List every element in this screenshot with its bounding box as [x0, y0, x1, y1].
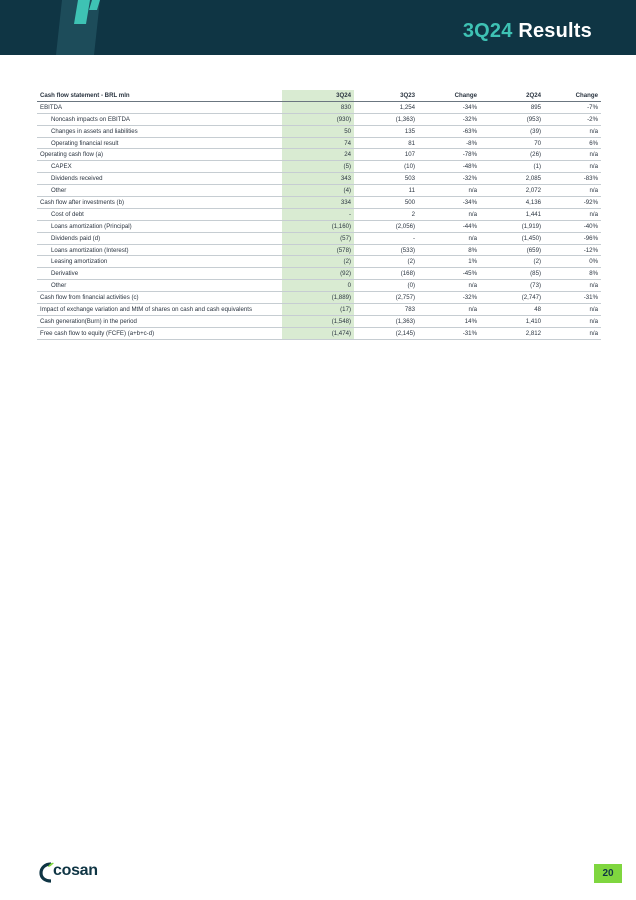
table-cell: (578)	[282, 244, 354, 256]
table-cell: n/a	[544, 304, 601, 316]
table-row	[37, 232, 601, 244]
table-cell: -92%	[544, 197, 601, 209]
table-cell: (533)	[354, 244, 418, 256]
table-cell: 503	[354, 173, 418, 185]
table-cell: 2	[354, 208, 418, 220]
table-row	[37, 268, 601, 280]
row-label: Free cash flow to equity (FCFE) (a+b+c-d)	[37, 327, 282, 339]
table-cell: (2,145)	[354, 327, 418, 339]
table-row	[37, 125, 601, 137]
table-cell: -12%	[544, 244, 601, 256]
table-row	[37, 315, 601, 327]
column-header: Cash flow statement - BRL mln	[37, 90, 282, 101]
table-cell: 8%	[544, 268, 601, 280]
table-cell: (953)	[480, 113, 544, 125]
table-cell: -31%	[418, 327, 480, 339]
row-label: Leasing amortization	[37, 256, 282, 268]
table-cell: (5)	[282, 161, 354, 173]
column-header: Change	[418, 90, 480, 101]
table-cell: (659)	[480, 244, 544, 256]
table-cell: (85)	[480, 268, 544, 280]
table-cell: (930)	[282, 113, 354, 125]
table-cell: (92)	[282, 268, 354, 280]
table-cell: -44%	[418, 220, 480, 232]
report-period: 3Q24	[462, 20, 513, 42]
row-label: Dividends paid (d)	[37, 232, 282, 244]
table-cell: 14%	[418, 315, 480, 327]
table-row	[37, 292, 601, 304]
table-cell: 70	[480, 137, 544, 149]
table-cell: 107	[354, 149, 418, 161]
table-cell: 1,410	[480, 315, 544, 327]
table-cell: -78%	[418, 149, 480, 161]
header-bar	[0, 0, 636, 55]
table-cell: -2%	[544, 113, 601, 125]
table-cell: n/a	[544, 149, 601, 161]
column-header: Change	[544, 90, 601, 101]
table-cell: (1,363)	[354, 113, 418, 125]
report-title-word: Results	[518, 20, 592, 42]
table-cell: 48	[480, 304, 544, 316]
table-cell: (1,160)	[282, 220, 354, 232]
table-cell: 830	[282, 101, 354, 113]
table-cell: (1,450)	[480, 232, 544, 244]
table-cell: (2)	[354, 256, 418, 268]
table-cell: (1,919)	[480, 220, 544, 232]
table-row	[37, 304, 601, 316]
table-cell: (4)	[282, 185, 354, 197]
report-title	[463, 20, 592, 43]
table-cell: 6%	[544, 137, 601, 149]
row-label: Derivative	[37, 268, 282, 280]
table-cell: (2,056)	[354, 220, 418, 232]
table-cell: (1,474)	[282, 327, 354, 339]
table-cell: n/a	[418, 208, 480, 220]
table-cell: (73)	[480, 280, 544, 292]
table-row	[37, 197, 601, 209]
row-label: Other	[37, 185, 282, 197]
row-label: Dividends received	[37, 173, 282, 185]
table-cell: n/a	[418, 280, 480, 292]
table-cell: (2,747)	[480, 292, 544, 304]
table-cell: 895	[480, 101, 544, 113]
table-cell: 2,812	[480, 327, 544, 339]
table-cell: 11	[354, 185, 418, 197]
table-cell: 81	[354, 137, 418, 149]
table-cell: (2,757)	[354, 292, 418, 304]
table-cell: 1,254	[354, 101, 418, 113]
table-cell: -7%	[544, 101, 601, 113]
table-cell: (57)	[282, 232, 354, 244]
table-row	[37, 173, 601, 185]
table-row	[37, 327, 601, 339]
row-label: Changes in assets and liabilities	[37, 125, 282, 137]
table-cell: (1,363)	[354, 315, 418, 327]
row-label: Cash generation(Burn) in the period	[37, 315, 282, 327]
table-row	[37, 208, 601, 220]
column-header: 3Q24	[282, 90, 354, 101]
table-row	[37, 256, 601, 268]
table-cell: 334	[282, 197, 354, 209]
table-cell: -34%	[418, 197, 480, 209]
table-cell: 500	[354, 197, 418, 209]
table-cell: 2,085	[480, 173, 544, 185]
table-cell: 4,136	[480, 197, 544, 209]
table-cell: n/a	[418, 304, 480, 316]
table-cell: n/a	[544, 125, 601, 137]
row-label: Operating cash flow (a)	[37, 149, 282, 161]
cash-flow-table	[37, 90, 601, 340]
row-label: Loans amortization (Interest)	[37, 244, 282, 256]
table-cell: n/a	[418, 232, 480, 244]
table-cell: -	[282, 208, 354, 220]
table-cell: 1,441	[480, 208, 544, 220]
table-cell: -32%	[418, 113, 480, 125]
logo-text: cosan	[53, 862, 98, 879]
table-cell: (2)	[282, 256, 354, 268]
table-row	[37, 244, 601, 256]
row-label: Other	[37, 280, 282, 292]
table-cell: n/a	[544, 161, 601, 173]
page-number: 20	[594, 864, 622, 883]
table-cell: 50	[282, 125, 354, 137]
table-cell: -40%	[544, 220, 601, 232]
table-row	[37, 161, 601, 173]
row-label: EBITDA	[37, 101, 282, 113]
column-header: 2Q24	[480, 90, 544, 101]
row-label: Loans amortization (Principal)	[37, 220, 282, 232]
column-header: 3Q23	[354, 90, 418, 101]
table-cell: (0)	[354, 280, 418, 292]
table-cell: 24	[282, 149, 354, 161]
table-cell: 343	[282, 173, 354, 185]
table-cell: n/a	[544, 315, 601, 327]
table-cell: 0	[282, 280, 354, 292]
table-row	[37, 185, 601, 197]
row-label: Operating financial result	[37, 137, 282, 149]
table-cell: -63%	[418, 125, 480, 137]
table-cell: (1)	[480, 161, 544, 173]
table-cell: -48%	[418, 161, 480, 173]
table-cell: (17)	[282, 304, 354, 316]
table-cell: -34%	[418, 101, 480, 113]
table-cell: n/a	[544, 280, 601, 292]
table-row	[37, 137, 601, 149]
row-label: Impact of exchange variation and MtM of shares on cash and cash equivalents	[37, 304, 282, 316]
table-cell: 74	[282, 137, 354, 149]
table-cell: n/a	[544, 327, 601, 339]
row-label: Noncash impacts on EBITDA	[37, 113, 282, 125]
table-cell: n/a	[544, 185, 601, 197]
row-label: CAPEX	[37, 161, 282, 173]
table-cell: -83%	[544, 173, 601, 185]
row-label: Cost of debt	[37, 208, 282, 220]
table-cell: (2)	[480, 256, 544, 268]
table-cell: -32%	[418, 173, 480, 185]
table-row	[37, 280, 601, 292]
table-body	[37, 101, 601, 339]
table-cell: -	[354, 232, 418, 244]
table-cell: n/a	[544, 208, 601, 220]
table-cell: -8%	[418, 137, 480, 149]
table-cell: 2,072	[480, 185, 544, 197]
table-cell: (26)	[480, 149, 544, 161]
table-cell: -45%	[418, 268, 480, 280]
table-cell: 8%	[418, 244, 480, 256]
table-cell: (1,548)	[282, 315, 354, 327]
table-cell: 135	[354, 125, 418, 137]
table-row	[37, 113, 601, 125]
table-header-row	[37, 90, 601, 101]
table-cell: -31%	[544, 292, 601, 304]
table-row	[37, 101, 601, 113]
table-cell: (10)	[354, 161, 418, 173]
table-cell: 1%	[418, 256, 480, 268]
table-cell: -96%	[544, 232, 601, 244]
table-row	[37, 220, 601, 232]
table-cell: (39)	[480, 125, 544, 137]
table-cell: 0%	[544, 256, 601, 268]
table-cell: n/a	[418, 185, 480, 197]
table-cell: (168)	[354, 268, 418, 280]
table-cell: -32%	[418, 292, 480, 304]
table-cell: 783	[354, 304, 418, 316]
table-cell: (1,889)	[282, 292, 354, 304]
table-row	[37, 149, 601, 161]
row-label: Cash flow from financial activities (c)	[37, 292, 282, 304]
row-label: Cash flow after investments (b)	[37, 197, 282, 209]
